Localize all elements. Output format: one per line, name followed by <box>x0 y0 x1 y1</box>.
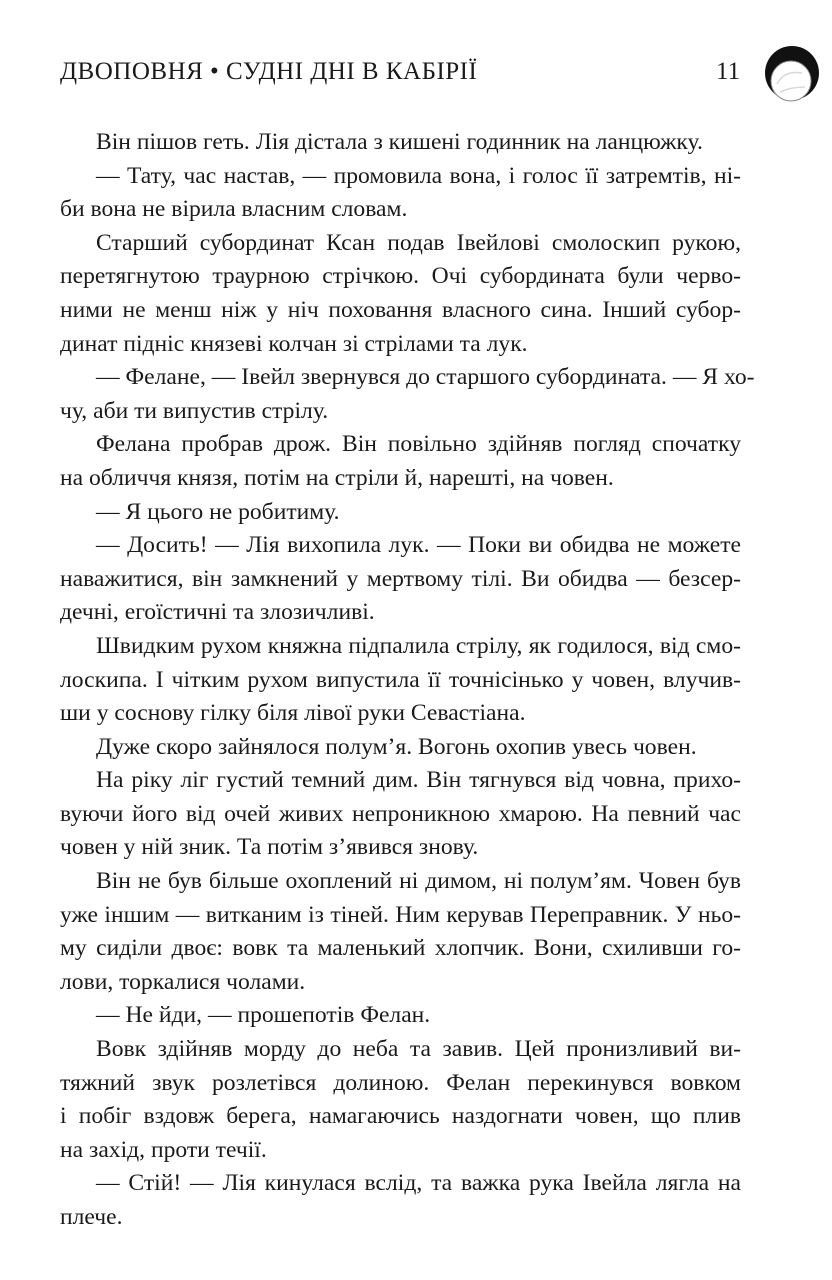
text-line: — Досить! — Лія вихопила лук. — Поки ви обидва не можете <box>96 532 741 559</box>
text-line: перетягнутою траурною стрічкою. Очі субордината були черво- <box>60 263 741 290</box>
chapter-text <box>60 126 755 1235</box>
text-line: дечні, егоїстичні та злозичливі. <box>60 599 375 626</box>
text-line: Дуже скоро зайнялося полум’я. Вогонь охопив увесь човен. <box>96 733 697 760</box>
text-line: на обличчя князя, потім на стріли й, нарешті, на човен. <box>60 464 614 491</box>
text-line: На ріку ліг густий темний дим. Він тягнувся від човна, прихо- <box>96 767 741 794</box>
text-line: — Тату, час настав, — промовила вона, і голос її затремтів, ні- <box>96 162 741 189</box>
text-line: ними не менш ніж у ніч поховання власного сина. Інший субор- <box>60 296 741 323</box>
text-line: — Стій! — Лія кинулася вслід, та важка рука Івейла лягла на <box>96 1170 741 1197</box>
text-line: уже іншим — витканим із тіней. Ним керував Переправник. У ньо- <box>60 901 741 928</box>
text-line: Він не був більше охоплений ні димом, ні полум’ям. Човен був <box>96 868 741 895</box>
text-line: і побіг вздовж берега, намагаючись наздогнати човен, що плив <box>60 1103 741 1130</box>
text-line: плече. <box>60 1204 123 1230</box>
text-line: би вона не вірила власним словам. <box>60 196 408 223</box>
text-line: Швидким рухом княжна підпалила стрілу, як годилося, від смо- <box>96 632 741 659</box>
text-line: Вовк здійняв морду до неба та завив. Цей пронизливий ви- <box>96 1036 741 1063</box>
text-line: чу, аби ти випустив стрілу. <box>60 397 329 424</box>
text-line: Старший субординат Ксан подав Івейлові смолоскип рукою, <box>96 229 741 256</box>
half-moon-icon <box>762 40 822 102</box>
text-line: динат підніс князеві колчан зі стрілами та лук. <box>60 330 528 357</box>
text-line: лови, торкалися чолами. <box>60 968 306 995</box>
text-line: — Не йди, — прошепотів Фелан. <box>96 1002 431 1029</box>
text-line: — Я цього не робитиму. <box>96 498 340 525</box>
page-number: 11 <box>716 58 741 85</box>
text-line: Він пішов геть. Лія дістала з кишені годинник на ланцюжку. <box>96 129 703 155</box>
text-line: наважитися, він замкнений у мертвому тілі. Ви обидва — безсер- <box>60 565 741 592</box>
text-line: на захід, проти течії. <box>60 1136 267 1163</box>
text-line: му сиділи двоє: вовк та маленький хлопчик. Вони, схиливши го- <box>60 935 741 962</box>
text-line: тяжний звук розлетівся долиною. Фелан перекинувся вовком <box>60 1069 741 1096</box>
text-line: вуючи його від очей живих непроникною хмарою. На певний час <box>60 800 741 827</box>
text-line: Фелана пробрав дрож. Він повільно здійняв погляд спочатку <box>96 431 741 458</box>
text-line: лоскипа. І чітким рухом випустила її точнісінько у човен, влучив- <box>60 666 741 693</box>
text-line: — Фелане, — Івейл звернувся до старшого субордината. — Я хо- <box>96 364 755 391</box>
text-line: ши у соснову гілку біля лівої руки Севастіана. <box>60 700 526 727</box>
running-title: ДВОПОВНЯ • СУДНІ ДНІ В КАБІРІЇ <box>60 58 478 85</box>
text-line: човен у ній зник. Та потім з’явився знову. <box>60 834 479 861</box>
